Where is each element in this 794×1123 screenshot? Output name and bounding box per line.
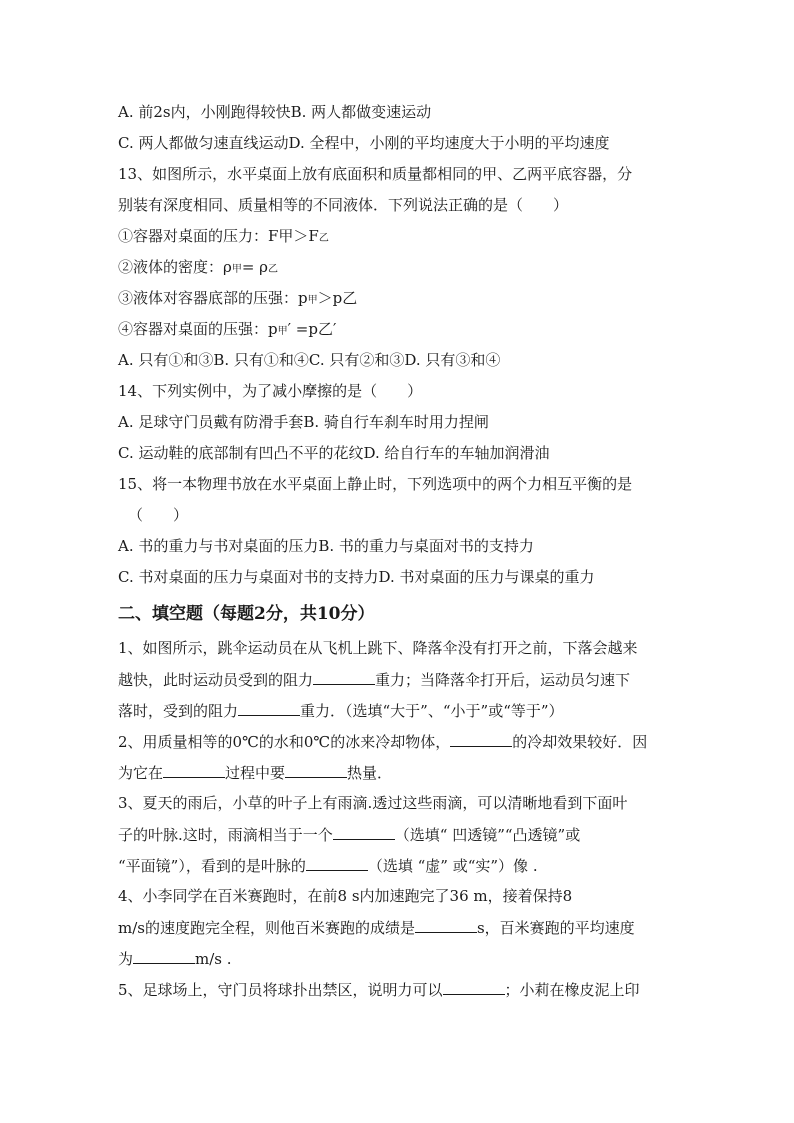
answer-blank[interactable] bbox=[238, 700, 300, 716]
f3-line1: 3、夏天的雨后，小草的叶子上有雨滴.透过这些雨滴，可以清晰地看到下面叶 bbox=[118, 794, 628, 812]
f1-line1: 1、如图所示，跳伞运动员在从飞机上跳下、降落伞没有打开之前，下落会越来 bbox=[118, 639, 638, 657]
f5-l1-text-a: 5、足球场上，守门员将球扑出禁区，说明力可以 bbox=[118, 981, 443, 999]
f1-line2 bbox=[118, 669, 630, 690]
f4-line2 bbox=[118, 917, 635, 938]
f2-l1-text-b: 的冷却效果较好．因 bbox=[512, 733, 648, 751]
f4-l3-text-b: m/s . bbox=[195, 950, 232, 968]
q13-stem-line2: 别装有深度相同、质量相等的不同液体．下列说法正确的是（ ） bbox=[118, 196, 569, 214]
q12-option-b: B. 两人都做变速运动 bbox=[290, 103, 432, 121]
f4-line3 bbox=[118, 948, 232, 969]
q12-option-d: D. 全程中，小刚的平均速度大于小明的平均速度 bbox=[288, 134, 610, 152]
answer-blank[interactable] bbox=[133, 948, 195, 964]
f3-l3-text-a: “平面镜”），看到的是叶脉的 bbox=[118, 857, 306, 875]
f3-l3-text-b: （选填 “虚” 或“实”）像 . bbox=[367, 857, 538, 875]
q13-s1-text: ①容器对桌面的压力：F甲＞F bbox=[118, 227, 319, 245]
f5-l1-text-b: ；小莉在橡皮泥上印 bbox=[504, 981, 640, 999]
f1-l2-text-a: 越快，此时运动员受到的阻力 bbox=[118, 671, 314, 689]
q15-options-cd: C. 书对桌面的压力与桌面对书的支持力D. 书对桌面的压力与课桌的重力 bbox=[118, 568, 595, 586]
f3-l2-text-a: 子的叶脉.这时，雨滴相当于一个 bbox=[118, 826, 333, 844]
f1-l3-text-a: 落时，受到的阻力 bbox=[118, 702, 239, 720]
f3-line3 bbox=[118, 855, 538, 876]
q13-s3-text: ③液体对容器底部的压强：p bbox=[118, 289, 308, 307]
f2-l2-text-c: 热量． bbox=[347, 764, 393, 782]
q12-options-ab bbox=[118, 102, 431, 122]
f4-l3-text-a: 为 bbox=[118, 950, 134, 968]
answer-blank[interactable] bbox=[415, 917, 477, 933]
answer-blank[interactable] bbox=[450, 731, 512, 747]
q13-s2-mid: = ρ bbox=[241, 258, 268, 276]
section-heading-fill-in: 二、填空题（每题2分，共10分） bbox=[118, 604, 375, 624]
f1-l2-text-b: 重力；当降落伞打开后，运动员匀速下 bbox=[375, 671, 631, 689]
answer-blank[interactable] bbox=[313, 669, 375, 685]
q13-statement-1 bbox=[118, 226, 329, 249]
f5-line1 bbox=[118, 979, 640, 1000]
q15-stem: 15、将一本物理书放在水平桌面上静止时，下列选项中的两个力相互平衡的是 bbox=[118, 475, 633, 493]
answer-blank[interactable] bbox=[443, 979, 505, 995]
q13-statement-3 bbox=[118, 288, 357, 311]
q14-options-cd: C. 运动鞋的底部制有凹凸不平的花纹D. 给自行车的车轴加润滑油 bbox=[118, 444, 550, 462]
q14-stem: 14、下列实例中，为了减小摩擦的是（ ） bbox=[118, 382, 423, 400]
f4-l2-text-b: s，百米赛跑的平均速度 bbox=[476, 919, 635, 937]
q13-statement-2 bbox=[118, 257, 278, 280]
f4-line1: 4、小李同学在百米赛跑时，在前8 s内加速跑完了36 m，接着保持8 bbox=[118, 887, 573, 905]
f2-line2 bbox=[118, 762, 392, 783]
q13-s2-sub2: 乙 bbox=[267, 264, 278, 275]
answer-blank[interactable] bbox=[306, 855, 368, 871]
f3-l2-text-b: （选填“ 凹透镜”“凸透镜”或 bbox=[394, 826, 581, 844]
f4-l2-text-a: m/s的速度跑完全程，则他百米赛跑的成绩是 bbox=[118, 919, 415, 937]
answer-blank[interactable] bbox=[163, 762, 225, 778]
q13-s1-sub: 乙 bbox=[318, 233, 329, 244]
q12-option-c: C. 两人都做匀速直线运动 bbox=[118, 134, 289, 152]
f2-line1 bbox=[118, 731, 647, 752]
q13-s2-sub1: 甲 bbox=[231, 264, 242, 275]
f1-line3 bbox=[118, 700, 564, 721]
q13-options: A. 只有①和③B. 只有①和④C. 只有②和③D. 只有③和④ bbox=[118, 351, 501, 369]
f1-l3-text-b: 重力．（选填“大于”、“小于”或“等于”） bbox=[300, 702, 564, 720]
q13-s2-text: ②液体的密度：ρ bbox=[118, 258, 232, 276]
q14-options-ab: A. 足球守门员戴有防滑手套B. 骑自行车刹车时用力捏闸 bbox=[118, 413, 489, 431]
q15-options-ab: A. 书的重力与书对桌面的压力B. 书的重力与桌面对书的支持力 bbox=[118, 537, 534, 555]
answer-blank[interactable] bbox=[285, 762, 347, 778]
q13-s3-sub: 甲 bbox=[307, 295, 318, 306]
q13-stem-line1: 13、如图所示，水平桌面上放有底面积和质量都相同的甲、乙两平底容器，分 bbox=[118, 165, 633, 183]
q13-s4-end: ′ =p乙′ bbox=[287, 320, 337, 338]
q15-paren: （ ） bbox=[128, 506, 189, 524]
q13-s4-sub: 甲 bbox=[277, 326, 288, 337]
f2-l1-text-a: 2、用质量相等的0℃的水和0℃的冰来冷却物体， bbox=[118, 733, 451, 751]
q12-option-a: A. 前2s内，小刚跑得较快 bbox=[118, 103, 291, 121]
q12-options-cd bbox=[118, 133, 610, 153]
f2-l2-text-b: 过程中要 bbox=[225, 764, 286, 782]
f2-l2-text-a: 为它在 bbox=[118, 764, 164, 782]
q13-statement-4 bbox=[118, 319, 336, 342]
answer-blank[interactable] bbox=[333, 824, 395, 840]
q13-s3-end: ＞p乙 bbox=[317, 289, 358, 307]
f3-line2 bbox=[118, 824, 580, 845]
q13-s4-text: ④容器对桌面的压强：p bbox=[118, 320, 278, 338]
